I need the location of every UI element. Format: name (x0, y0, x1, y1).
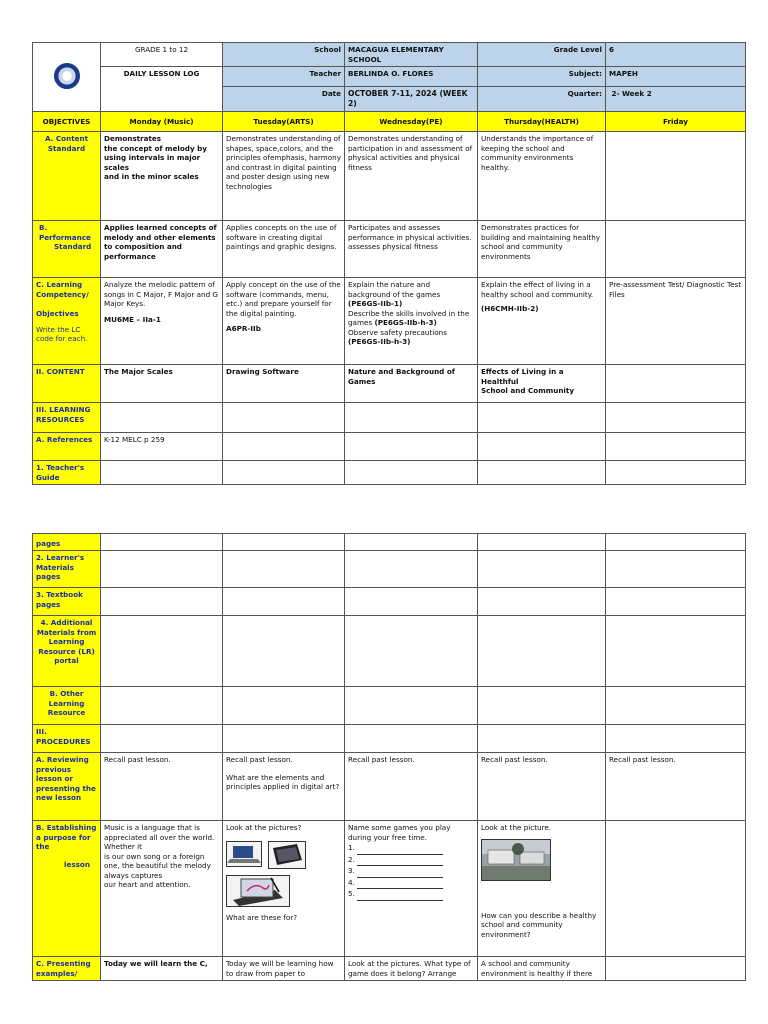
game-blank-4: 4. (348, 878, 474, 890)
lesson-log-page-2 (32, 533, 746, 981)
row-reviewing (33, 753, 746, 821)
cs-monday: Demonstrates the concept of melody by using intervals in major scales and in the minor scales (104, 134, 207, 182)
label-other-resources: B. Other Learning Resource (33, 687, 101, 725)
grade-range: GRADE 1 to 12 (101, 43, 223, 67)
establish-monday: Music is a language that is appreciated all over the world. Whether it is our own song or a foreign one, the beautiful the melody always captures our heart and attention. (104, 823, 215, 889)
content-monday: The Major Scales (101, 365, 223, 403)
date-label: Date (223, 87, 345, 112)
review-thursday: Recall past lesson. (478, 753, 606, 821)
row-textbook (33, 588, 746, 616)
row-teachers-guide-cont (33, 534, 746, 551)
present-monday: Today we will learn the C, (101, 957, 223, 981)
lc-wednesday: Explain the nature and background of the games (PE6GS-IIb-1) Describe the skills involved in the games (PE6GS-IIb-h-3) Observe safety precautions (PE6GS-IIb-h-3) (345, 278, 478, 365)
label-presenting: C. Presenting examples/ (33, 957, 101, 981)
content-tuesday: Drawing Software (223, 365, 345, 403)
establish-thursday: Look at the picture. How can you describe a healthy school and community environment? (478, 821, 606, 957)
row-performance-standard (33, 221, 746, 278)
teacher-name: BERLINDA O. FLORES (345, 67, 478, 87)
label-additional-materials: 4. Additional Materials from Learning Resource (LR) portal (33, 616, 101, 687)
grade-level-value: 6 (606, 43, 746, 67)
label-procedures: III. PROCEDURES (33, 725, 101, 753)
row-teachers-guide (33, 461, 746, 485)
review-friday: Recall past lesson. (606, 753, 746, 821)
school-label: School (223, 43, 345, 67)
col-friday: Friday (606, 112, 746, 132)
label-learning-competency: C. Learning Competency/ Objectives Write the LC code for each. (33, 278, 101, 365)
label-performance-standard: B. Performance Standard (33, 221, 101, 278)
content-wednesday: Nature and Background of Games (345, 365, 478, 403)
establish-friday (606, 821, 746, 957)
content-friday (606, 365, 746, 403)
col-thursday: Thursday(HEALTH) (478, 112, 606, 132)
row-references (33, 433, 746, 461)
lc-tuesday: Apply concept on the use of the software (commands, menu, etc.) and prepare yourself for the digital painting. A6PR-IIb (223, 278, 345, 365)
review-monday: Recall past lesson. (101, 753, 223, 821)
lesson-log-page-1 (32, 42, 746, 485)
lc-friday: Pre-assessment Test/ Diagnostic Test Files (606, 278, 746, 365)
label-content: II. CONTENT (33, 365, 101, 403)
drawing-tablet-picture (226, 875, 290, 907)
row-additional-materials (33, 616, 746, 687)
establish-wednesday: Name some games you play during your free time. 1. 2. 3. 4. 5. (345, 821, 478, 957)
present-tuesday: Today we will be learning how to draw from paper to (223, 957, 345, 981)
school-community-picture (481, 839, 551, 881)
review-wednesday: Recall past lesson. (345, 753, 478, 821)
date-value: OCTOBER 7-11, 2024 (WEEK 2) (345, 87, 478, 112)
ps-thursday: Demonstrates practices for building and maintaining healthy school and community environments (481, 223, 601, 261)
label-content-standard: A. Content Standard (33, 132, 101, 221)
label-teachers-guide: 1. Teacher's Guide (33, 461, 101, 485)
cs-wednesday: Demonstrates understanding of participation in and assessment of physical activities and physical fitness (348, 134, 473, 172)
deped-logo-cell (33, 43, 101, 112)
establish-tuesday: Look at the pictures? What are these for? (223, 821, 345, 957)
cs-friday (606, 132, 746, 221)
row-learning-competency (33, 278, 746, 365)
game-blank-2: 2. (348, 855, 474, 867)
row-presenting (33, 957, 746, 981)
col-tuesday: Tuesday(ARTS) (223, 112, 345, 132)
subject-value: MAPEH (606, 67, 746, 87)
references-monday: K-12 MELC p 259 (101, 433, 223, 461)
quarter-label: Quarter: (478, 87, 606, 112)
ps-wednesday: Participates and assesses performance in physical activities. assesses physical fitness (348, 223, 472, 252)
content-thursday: Effects of Living in a Healthful School and Community (481, 367, 575, 396)
cs-thursday: Understands the importance of keeping the school and community environments healthy. (481, 134, 594, 172)
row-procedures (33, 725, 746, 753)
row-content (33, 365, 746, 403)
game-blank-1: 1. (348, 843, 474, 855)
present-wednesday: Look at the pictures. What type of game does it belong? Arrange (345, 957, 478, 981)
school-name: MACAGUA ELEMENTARY SCHOOL (345, 43, 478, 67)
present-friday (606, 957, 746, 981)
lc-monday: Analyze the melodic pattern of songs in C Major, F Major and G Major Keys. MU6ME – IIa-1 (101, 278, 223, 365)
label-references: A. References (33, 433, 101, 461)
game-blank-5: 5. (348, 889, 474, 901)
ps-friday (606, 221, 746, 278)
ps-tuesday: Applies concepts on the use of software in creating digital paintings and graphic designs. (226, 223, 337, 252)
subject-label: Subject: (478, 67, 606, 87)
lc-thursday: Explain the effect of living in a healthy school and community. (H6CMH-IIb-2) (478, 278, 606, 365)
label-reviewing: A. Reviewing previous lesson or presenting the new lesson (33, 753, 101, 821)
col-objectives: OBJECTIVES (33, 112, 101, 132)
row-learning-resources (33, 403, 746, 433)
label-textbook: 3. Textbook pages (33, 588, 101, 616)
laptop-picture (226, 841, 262, 867)
game-blank-3: 3. (348, 866, 474, 878)
tablet-picture (268, 841, 306, 869)
review-tuesday: Recall past lesson. What are the elements and principles applied in digital art? (223, 753, 345, 821)
row-other-resources (33, 687, 746, 725)
row-establishing (33, 821, 746, 957)
col-wednesday: Wednesday(PE) (345, 112, 478, 132)
log-title: DAILY LESSON LOG (101, 67, 223, 112)
col-monday: Monday (Music) (101, 112, 223, 132)
ps-monday: Applies learned concepts of melody and other elements to composition and performance (104, 223, 217, 261)
row-learners-materials (33, 551, 746, 588)
teacher-label: Teacher (223, 67, 345, 87)
label-learners-materials: 2. Learner's Materials pages (33, 551, 101, 588)
label-learning-resources: III. LEARNING RESOURCES (33, 403, 101, 433)
label-establishing: B. Establishing a purpose for the lesson (33, 821, 101, 957)
quarter-value: 2- Week 2 (606, 87, 746, 112)
grade-level-label: Grade Level (478, 43, 606, 67)
deped-seal-icon (54, 63, 80, 89)
cs-tuesday: Demonstrates understanding of shapes, space,colors, and the principles ofemphasis, harmony and contrast in digital painting and poster design using new technologies (226, 134, 341, 191)
row-content-standard (33, 132, 746, 221)
label-teachers-guide-cont: pages (33, 534, 101, 551)
present-thursday: A school and community environment is healthy if there (478, 957, 606, 981)
